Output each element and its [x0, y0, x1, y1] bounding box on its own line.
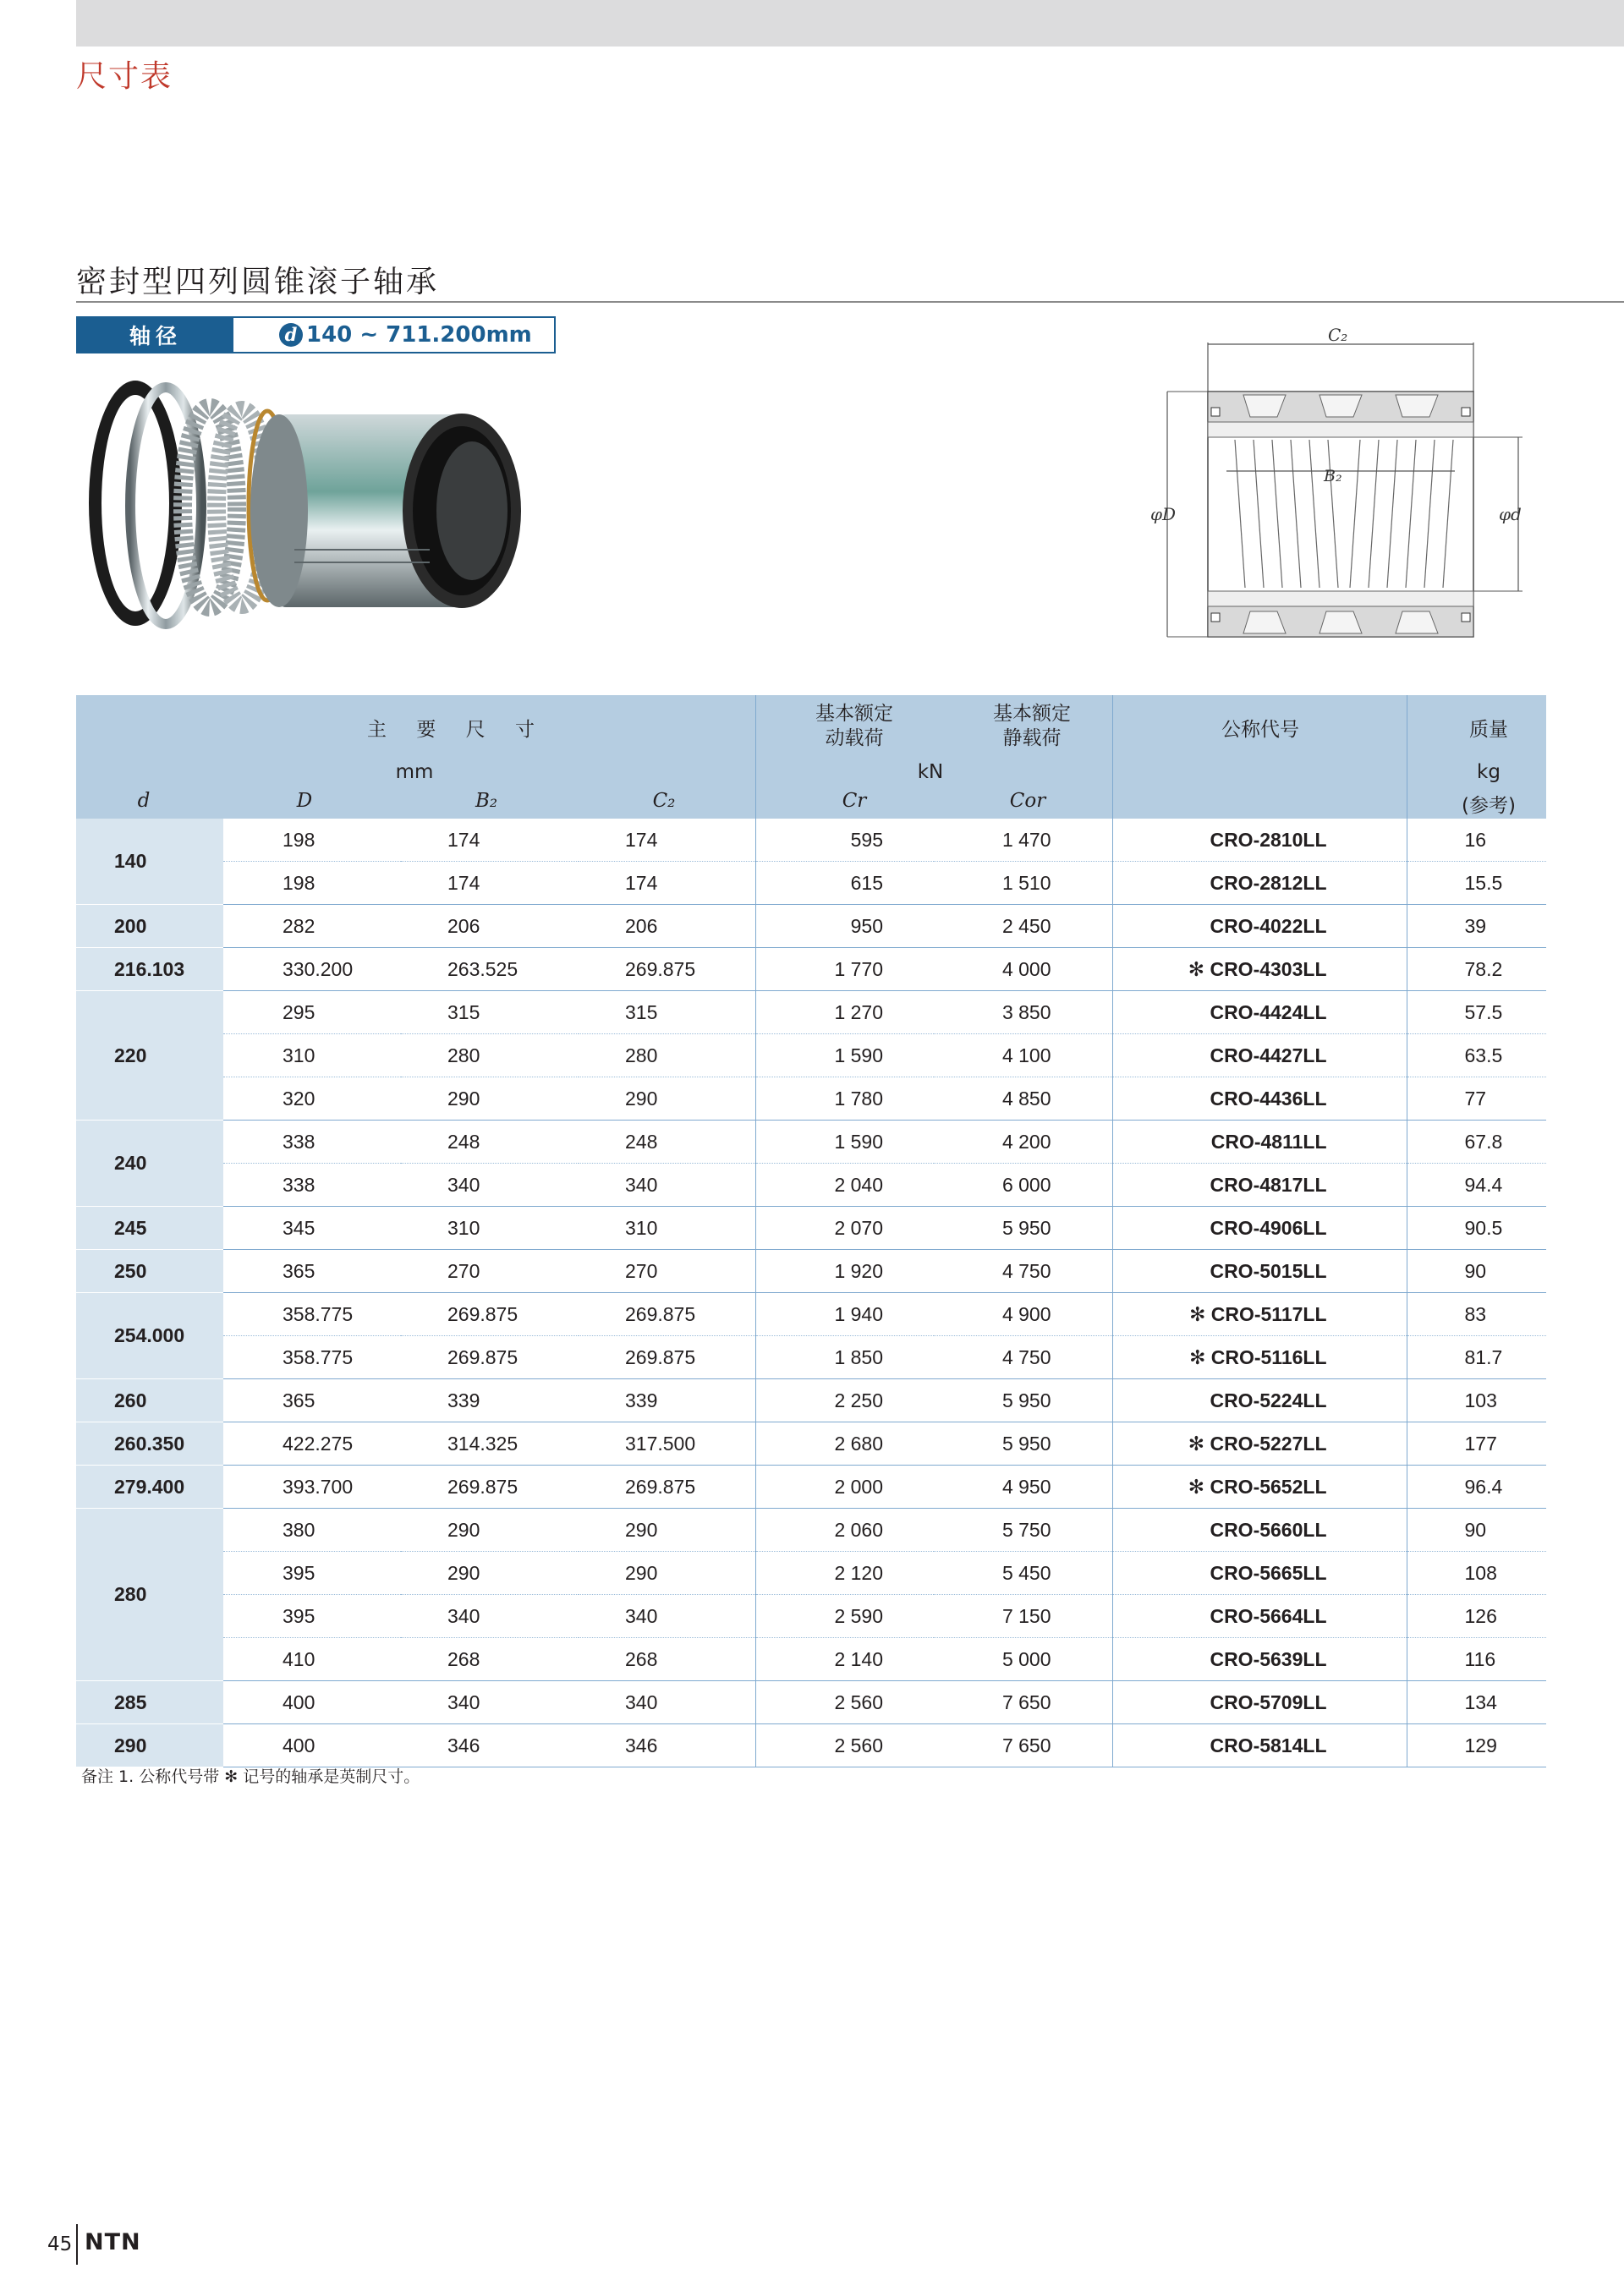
dynamic-load-cell: 2 560	[755, 1724, 934, 1767]
designation-code: CRO-2810LL	[1210, 828, 1327, 851]
inner-width-cell: 269.875	[401, 1336, 579, 1379]
outer-width-cell: 317.500	[579, 1422, 755, 1466]
static-load-cell: 4 850	[934, 1077, 1112, 1121]
bore-range	[233, 318, 554, 352]
table-row	[76, 1638, 1546, 1681]
footer-divider	[76, 2224, 78, 2265]
mass-cell: 57.5	[1407, 991, 1546, 1034]
table-row	[76, 1034, 1546, 1077]
bore-diameter-cell: 250	[76, 1250, 223, 1293]
designation-code: CRO-4022LL	[1210, 914, 1327, 937]
static-load-cell: 5 950	[934, 1207, 1112, 1250]
inch-series-star-icon: ✻	[1188, 1432, 1205, 1455]
table-row	[76, 1724, 1546, 1767]
outer-width-cell: 174	[579, 862, 755, 905]
outer-width-cell: 290	[579, 1509, 755, 1552]
designation-code: CRO-4424LL	[1210, 1000, 1327, 1023]
bore-diameter-cell: 285	[76, 1681, 223, 1724]
outer-width-cell: 290	[579, 1077, 755, 1121]
outer-diameter-cell: 282	[223, 905, 401, 948]
designation-cell	[1112, 1595, 1407, 1638]
inner-width-cell: 280	[401, 1034, 579, 1077]
outer-width-cell: 290	[579, 1552, 755, 1595]
static-load-cell: 5 450	[934, 1552, 1112, 1595]
bore-diameter-cell: 280	[76, 1509, 223, 1681]
static-load-cell: 5 950	[934, 1422, 1112, 1466]
dynamic-load-cell: 1 590	[755, 1121, 934, 1164]
designation-code: CRO-5117LL	[1210, 1302, 1327, 1325]
inner-width-cell: 314.325	[401, 1422, 579, 1466]
inch-series-star-icon: ✻	[1189, 1345, 1206, 1368]
static-load-cell: 4 750	[934, 1250, 1112, 1293]
outer-width-cell: 340	[579, 1681, 755, 1724]
header-ref: (参考)	[1462, 795, 1516, 817]
dimension-table	[76, 819, 1546, 1767]
inner-width-cell: 340	[401, 1681, 579, 1724]
dynamic-load-cell: 2 140	[755, 1638, 934, 1681]
mass-cell: 90.5	[1407, 1207, 1546, 1250]
mass-cell: 90	[1407, 1509, 1546, 1552]
designation-code: CRO-4906LL	[1210, 1216, 1327, 1239]
header-kN: kN	[917, 761, 944, 783]
table-row	[76, 1681, 1546, 1724]
outer-diameter-cell: 400	[223, 1724, 401, 1767]
designation-cell	[1112, 905, 1407, 948]
table-row	[76, 1379, 1546, 1422]
header-designation: 公称代号	[1221, 719, 1299, 741]
designation-code: CRO-4427LL	[1210, 1044, 1327, 1066]
designation-code: CRO-5814LL	[1210, 1734, 1327, 1756]
static-load-cell: 1 470	[934, 819, 1112, 862]
mass-cell: 63.5	[1407, 1034, 1546, 1077]
bore-diameter-cell: 260.350	[76, 1422, 223, 1466]
bore-diameter-cell: 290	[76, 1724, 223, 1767]
inner-width-cell: 290	[401, 1509, 579, 1552]
outer-diameter-cell: 338	[223, 1164, 401, 1207]
bore-diameter-cell: 254.000	[76, 1293, 223, 1379]
dynamic-load-cell: 2 250	[755, 1379, 934, 1422]
static-load-cell: 4 750	[934, 1336, 1112, 1379]
table-row	[76, 1336, 1546, 1379]
dynamic-load-cell: 2 120	[755, 1552, 934, 1595]
outer-width-cell: 269.875	[579, 1336, 755, 1379]
dynamic-load-cell: 2 040	[755, 1164, 934, 1207]
designation-code: CRO-5227LL	[1210, 1432, 1327, 1455]
designation-code: CRO-4436LL	[1210, 1087, 1327, 1110]
table-row	[76, 862, 1546, 905]
outer-diameter-cell: 393.700	[223, 1466, 401, 1509]
designation-cell	[1112, 1422, 1407, 1466]
mass-cell: 15.5	[1407, 862, 1546, 905]
designation-code: CRO-5639LL	[1210, 1647, 1327, 1670]
outer-diameter-cell: 380	[223, 1509, 401, 1552]
outer-width-cell: 206	[579, 905, 755, 948]
outer-diameter-cell: 365	[223, 1379, 401, 1422]
bore-diameter-cell: 216.103	[76, 948, 223, 991]
dynamic-load-cell: 1 270	[755, 991, 934, 1034]
mass-cell: 177	[1407, 1422, 1546, 1466]
cross-section-diagram	[1150, 326, 1539, 651]
title-divider	[76, 301, 1624, 303]
outer-diameter-cell: 422.275	[223, 1422, 401, 1466]
inner-width-cell: 340	[401, 1164, 579, 1207]
dynamic-load-cell: 1 940	[755, 1293, 934, 1336]
product-title: 密封型四列圆锥滚子轴承	[76, 265, 440, 299]
header-mass: 质量	[1469, 719, 1508, 741]
ntn-logo: NTN	[85, 2229, 141, 2255]
outer-diameter-cell: 330.200	[223, 948, 401, 991]
designation-code: CRO-5709LL	[1210, 1690, 1327, 1713]
dynamic-load-cell: 615	[755, 862, 934, 905]
header-C2: C₂	[652, 790, 676, 812]
header-Cr: Cr	[842, 790, 867, 812]
inch-series-star-icon: ✻	[1189, 1302, 1206, 1325]
table-row	[76, 1466, 1546, 1509]
designation-cell	[1112, 991, 1407, 1034]
outer-diameter-cell: 198	[223, 862, 401, 905]
bore-diameter-cell: 220	[76, 991, 223, 1121]
mass-cell: 126	[1407, 1595, 1546, 1638]
table-header	[76, 695, 1546, 819]
designation-code: CRO-5665LL	[1210, 1561, 1327, 1584]
outer-diameter-cell: 358.775	[223, 1336, 401, 1379]
dynamic-load-cell: 1 770	[755, 948, 934, 991]
bore-diameter-cell: 260	[76, 1379, 223, 1422]
designation-code: CRO-2812LL	[1210, 871, 1327, 894]
outer-diameter-cell: 365	[223, 1250, 401, 1293]
table-row	[76, 1207, 1546, 1250]
header-kg: kg	[1477, 761, 1501, 783]
static-load-cell: 4 100	[934, 1034, 1112, 1077]
outer-width-cell: 340	[579, 1595, 755, 1638]
dynamic-load-cell: 950	[755, 905, 934, 948]
inner-width-cell: 290	[401, 1552, 579, 1595]
table-row	[76, 991, 1546, 1034]
designation-cell	[1112, 1207, 1407, 1250]
static-load-cell: 4 000	[934, 948, 1112, 991]
mass-cell: 116	[1407, 1638, 1546, 1681]
outer-width-cell: 346	[579, 1724, 755, 1767]
outer-diameter-cell: 320	[223, 1077, 401, 1121]
bore-diameter-cell: 245	[76, 1207, 223, 1250]
outer-width-cell: 310	[579, 1207, 755, 1250]
static-load-cell: 7 150	[934, 1595, 1112, 1638]
designation-cell	[1112, 1164, 1407, 1207]
inner-width-cell: 310	[401, 1207, 579, 1250]
bore-symbol-icon: d	[279, 323, 303, 347]
outer-diameter-cell: 310	[223, 1034, 401, 1077]
mass-cell: 134	[1407, 1681, 1546, 1724]
table-row	[76, 1164, 1546, 1207]
designation-code: CRO-4303LL	[1210, 957, 1327, 980]
designation-cell	[1112, 1681, 1407, 1724]
mass-cell: 108	[1407, 1552, 1546, 1595]
bearing-photo	[74, 355, 531, 660]
header-Cor: Cor	[1009, 790, 1046, 812]
dynamic-load-cell: 2 000	[755, 1466, 934, 1509]
table-row	[76, 1422, 1546, 1466]
table-row	[76, 819, 1546, 862]
dynamic-load-cell: 1 780	[755, 1077, 934, 1121]
designation-cell	[1112, 1379, 1407, 1422]
designation-code: CRO-5116LL	[1210, 1345, 1327, 1368]
mass-cell: 83	[1407, 1293, 1546, 1336]
static-load-cell: 7 650	[934, 1724, 1112, 1767]
designation-cell	[1112, 862, 1407, 905]
table-row	[76, 1293, 1546, 1336]
bore-label: 轴径	[78, 318, 233, 352]
outer-diameter-cell: 345	[223, 1207, 401, 1250]
inner-width-cell: 290	[401, 1077, 579, 1121]
outer-width-cell: 268	[579, 1638, 755, 1681]
inch-series-star-icon: ✻	[1188, 957, 1205, 980]
table-row	[76, 1552, 1546, 1595]
dynamic-load-cell: 2 070	[755, 1207, 934, 1250]
bore-diameter-label: φd	[1499, 504, 1522, 524]
designation-cell	[1112, 1034, 1407, 1077]
table-row	[76, 1121, 1546, 1164]
table-row	[76, 905, 1546, 948]
table-row	[76, 1250, 1546, 1293]
inner-width-cell: 270	[401, 1250, 579, 1293]
outer-width-cell: 174	[579, 819, 755, 862]
designation-cell	[1112, 1336, 1407, 1379]
outer-width-cell: 315	[579, 991, 755, 1034]
inner-width-cell: 269.875	[401, 1466, 579, 1509]
table-row	[76, 1509, 1546, 1552]
dynamic-load-cell: 595	[755, 819, 934, 862]
inner-width-cell: 263.525	[401, 948, 579, 991]
static-load-cell: 1 510	[934, 862, 1112, 905]
inner-width-cell: 206	[401, 905, 579, 948]
inner-width-cell: 248	[401, 1121, 579, 1164]
outer-width-cell: 339	[579, 1379, 755, 1422]
table-row	[76, 948, 1546, 991]
mass-cell: 77	[1407, 1077, 1546, 1121]
outer-diameter-cell: 410	[223, 1638, 401, 1681]
designation-code: CRO-5664LL	[1210, 1604, 1327, 1627]
section-title: 尺寸表	[76, 59, 173, 94]
dynamic-load-cell: 2 590	[755, 1595, 934, 1638]
c2-label: C₂	[1328, 326, 1348, 345]
footnote: 备注 1. 公称代号带 ✻ 记号的轴承是英制尺寸。	[81, 1767, 420, 1786]
mass-cell: 39	[1407, 905, 1546, 948]
header-static-load: 基本额定 静载荷	[993, 703, 1071, 749]
designation-cell	[1112, 1250, 1407, 1293]
designation-code: CRO-5224LL	[1210, 1389, 1327, 1411]
outer-diameter-cell: 358.775	[223, 1293, 401, 1336]
inner-width-cell: 269.875	[401, 1293, 579, 1336]
dynamic-load-cell: 2 680	[755, 1422, 934, 1466]
outer-diameter-label: φD	[1150, 504, 1177, 524]
static-load-cell: 4 950	[934, 1466, 1112, 1509]
designation-cell	[1112, 1293, 1407, 1336]
dynamic-load-cell: 1 590	[755, 1034, 934, 1077]
static-load-cell: 4 900	[934, 1293, 1112, 1336]
outer-diameter-cell: 198	[223, 819, 401, 862]
outer-width-cell: 269.875	[579, 1466, 755, 1509]
dynamic-load-cell: 1 850	[755, 1336, 934, 1379]
mass-cell: 81.7	[1407, 1336, 1546, 1379]
inner-width-cell: 315	[401, 991, 579, 1034]
static-load-cell: 3 850	[934, 991, 1112, 1034]
outer-diameter-cell: 295	[223, 991, 401, 1034]
header-d: d	[137, 790, 151, 812]
designation-cell	[1112, 1077, 1407, 1121]
header-main-dims: 主 要 尺 寸	[367, 719, 546, 741]
static-load-cell: 5 950	[934, 1379, 1112, 1422]
dynamic-load-cell: 2 560	[755, 1681, 934, 1724]
dynamic-load-cell: 2 060	[755, 1509, 934, 1552]
bore-range-value: 140 ~ 711.200mm	[306, 322, 532, 348]
outer-width-cell: 270	[579, 1250, 755, 1293]
bore-diameter-cell: 240	[76, 1121, 223, 1207]
mass-cell: 16	[1407, 819, 1546, 862]
designation-code: CRO-5015LL	[1210, 1259, 1327, 1282]
header-mm: mm	[395, 761, 434, 783]
mass-cell: 96.4	[1407, 1466, 1546, 1509]
mass-cell: 129	[1407, 1724, 1546, 1767]
inner-width-cell: 174	[401, 862, 579, 905]
static-load-cell: 7 650	[934, 1681, 1112, 1724]
static-load-cell: 5 000	[934, 1638, 1112, 1681]
outer-diameter-cell: 400	[223, 1681, 401, 1724]
designation-cell	[1112, 1509, 1407, 1552]
table-row	[76, 1595, 1546, 1638]
designation-cell	[1112, 819, 1407, 862]
static-load-cell: 4 200	[934, 1121, 1112, 1164]
designation-cell	[1112, 1724, 1407, 1767]
designation-code: CRO-4811LL	[1210, 1130, 1327, 1153]
header-B2: B₂	[475, 790, 498, 812]
designation-cell	[1112, 1121, 1407, 1164]
static-load-cell: 2 450	[934, 905, 1112, 948]
mass-cell: 94.4	[1407, 1164, 1546, 1207]
designation-cell	[1112, 1466, 1407, 1509]
inner-width-cell: 174	[401, 819, 579, 862]
outer-diameter-cell: 338	[223, 1121, 401, 1164]
designation-cell	[1112, 948, 1407, 991]
b2-label: B₂	[1324, 467, 1342, 485]
top-gray-bar	[76, 0, 1624, 47]
mass-cell: 78.2	[1407, 948, 1546, 991]
dynamic-load-cell: 1 920	[755, 1250, 934, 1293]
header-dynamic-load: 基本额定 动载荷	[815, 703, 893, 749]
bore-diameter-cell: 140	[76, 819, 223, 905]
outer-width-cell: 340	[579, 1164, 755, 1207]
designation-code: CRO-5652LL	[1210, 1475, 1327, 1498]
header-D: D	[296, 790, 313, 812]
outer-width-cell: 269.875	[579, 948, 755, 991]
static-load-cell: 5 750	[934, 1509, 1112, 1552]
outer-width-cell: 248	[579, 1121, 755, 1164]
inner-width-cell: 268	[401, 1638, 579, 1681]
inner-width-cell: 346	[401, 1724, 579, 1767]
bore-range-box	[76, 316, 556, 353]
designation-cell	[1112, 1638, 1407, 1681]
outer-diameter-cell: 395	[223, 1552, 401, 1595]
mass-cell: 90	[1407, 1250, 1546, 1293]
static-load-cell: 6 000	[934, 1164, 1112, 1207]
mass-cell: 67.8	[1407, 1121, 1546, 1164]
outer-width-cell: 280	[579, 1034, 755, 1077]
designation-code: CRO-4817LL	[1210, 1173, 1327, 1196]
table-row	[76, 1077, 1546, 1121]
bore-diameter-cell: 200	[76, 905, 223, 948]
page-number: 45	[47, 2233, 73, 2255]
inner-width-cell: 339	[401, 1379, 579, 1422]
inner-width-cell: 340	[401, 1595, 579, 1638]
designation-code: CRO-5660LL	[1210, 1518, 1327, 1541]
bore-diameter-cell: 279.400	[76, 1466, 223, 1509]
mass-cell: 103	[1407, 1379, 1546, 1422]
designation-cell	[1112, 1552, 1407, 1595]
outer-diameter-cell: 395	[223, 1595, 401, 1638]
outer-width-cell: 269.875	[579, 1293, 755, 1336]
inch-series-star-icon: ✻	[1188, 1475, 1205, 1498]
